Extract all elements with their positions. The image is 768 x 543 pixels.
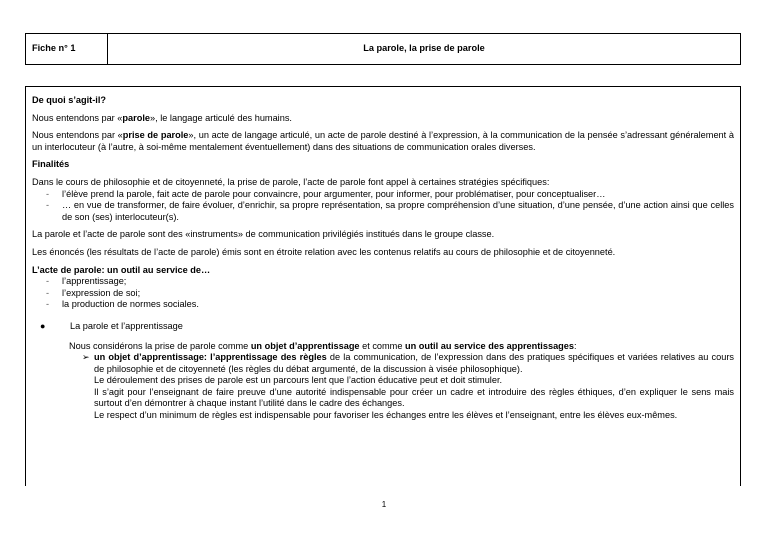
considerons-suffix: :: [574, 340, 577, 351]
arrow-text: de la communication, de l’expression dans des pratiques spécifiques et variées relatives au cours de philosophie et de citoyenneté (les règles du débat argumenté, de la discussion à visée philosophique).: [94, 352, 734, 374]
p2-suffix: », un acte de langage articulé, un acte de parole destiné à l’expression, à la communication de la pensée s’adressant généralement à un interlocuteur (à l’autre, à soi-même mentalement éventuellement) dans des situations de communication orales diverses.: [32, 130, 735, 152]
arrow-p2: Le déroulement des prises de parole est un parcours lent que l’action éducative peut et doit stimuler.: [94, 375, 503, 386]
header-table: [25, 33, 741, 65]
content-box: [25, 86, 741, 486]
paragraph-enonces: Les énoncés (les résultats de l’acte de parole) émis sont en étroite relation avec les contenus relatifs au cours de philosophie et de citoyenneté.: [32, 246, 616, 257]
finalites-list: [32, 189, 734, 224]
finalites-heading: Finalités: [32, 159, 70, 170]
page-number: 1: [381, 500, 387, 509]
bullet-dot-icon: ●: [40, 320, 46, 331]
list-item: - l’expression de soi;: [46, 288, 734, 300]
outil-heading: L’acte de parole: un outil au service de…: [32, 264, 211, 275]
p1-suffix: », le langage articulé des humains.: [150, 112, 292, 123]
arrow-line1: [94, 352, 734, 375]
outil-list: [32, 276, 734, 311]
considerons-bold2: un outil au service des apprentissages: [405, 340, 575, 351]
p2-prefix: Nous entendons par «: [32, 130, 123, 141]
considerons-prefix: Nous considérons la prise de parole comme: [69, 340, 251, 351]
list-item: - la production de normes sociales.: [46, 299, 734, 311]
arrow-right-icon: ➢: [82, 352, 90, 363]
quoi-heading: De quoi s’agit-il?: [32, 95, 107, 105]
considerons-mid: et comme: [359, 340, 405, 351]
paragraph-considerons: [69, 341, 734, 353]
arrow-block: [82, 352, 734, 422]
bullet-apprentissage: [40, 321, 734, 333]
paragraph-prise-de-parole: [32, 130, 734, 153]
arrow-p4: Le respect d’un minimum de règles est indispensable pour favoriser les échanges entre les élèves et l’enseignant, entre les élèves eux-mêmes.: [94, 410, 678, 421]
arrow-p3: Il s’agit pour l’enseignant de faire preuve d’une autorité indispensable pour créer un cadre et introduire des règles éthiques, d’en expliquer le sens mais surtout d’en démontrer à chaque instant l’utilité dans le cadre des échanges.: [94, 386, 734, 409]
list-item: - … en vue de transformer, de faire évoluer, d’enrichir, sa propre représentation, sa propre compréhension d’une situation, d’une pensée, d’une action ainsi que celles de son (ses) interlocuteur(s).: [46, 200, 734, 223]
fiche-number: Fiche n° 1: [26, 34, 108, 64]
paragraph-instruments: La parole et l’acte de parole sont des «instruments» de communication privilégiés institués dans le groupe classe.: [32, 229, 495, 240]
paragraph-parole: [32, 113, 734, 125]
considerons-bold1: un objet d’apprentissage: [250, 340, 360, 351]
p2-bold: prise de parole: [122, 130, 189, 141]
list-item: - l’apprentissage;: [46, 276, 734, 288]
p1-bold: parole: [122, 112, 150, 123]
finalites-intro: Dans le cours de philosophie et de citoyenneté, la prise de parole, l’acte de parole font appel à certaines stratégies spécifiques:: [32, 176, 550, 187]
bullet-label: La parole et l’apprentissage: [70, 320, 183, 331]
arrow-bold: un objet d’apprentissage: l’apprentissage des règles: [94, 352, 327, 363]
page-title: La parole, la prise de parole: [363, 43, 485, 54]
p1-prefix: Nous entendons par «: [32, 112, 123, 123]
list-item: - l’élève prend la parole, fait acte de parole pour convaincre, pour argumenter, pour informer, pour problématiser, pour conceptualiser…: [46, 189, 734, 201]
